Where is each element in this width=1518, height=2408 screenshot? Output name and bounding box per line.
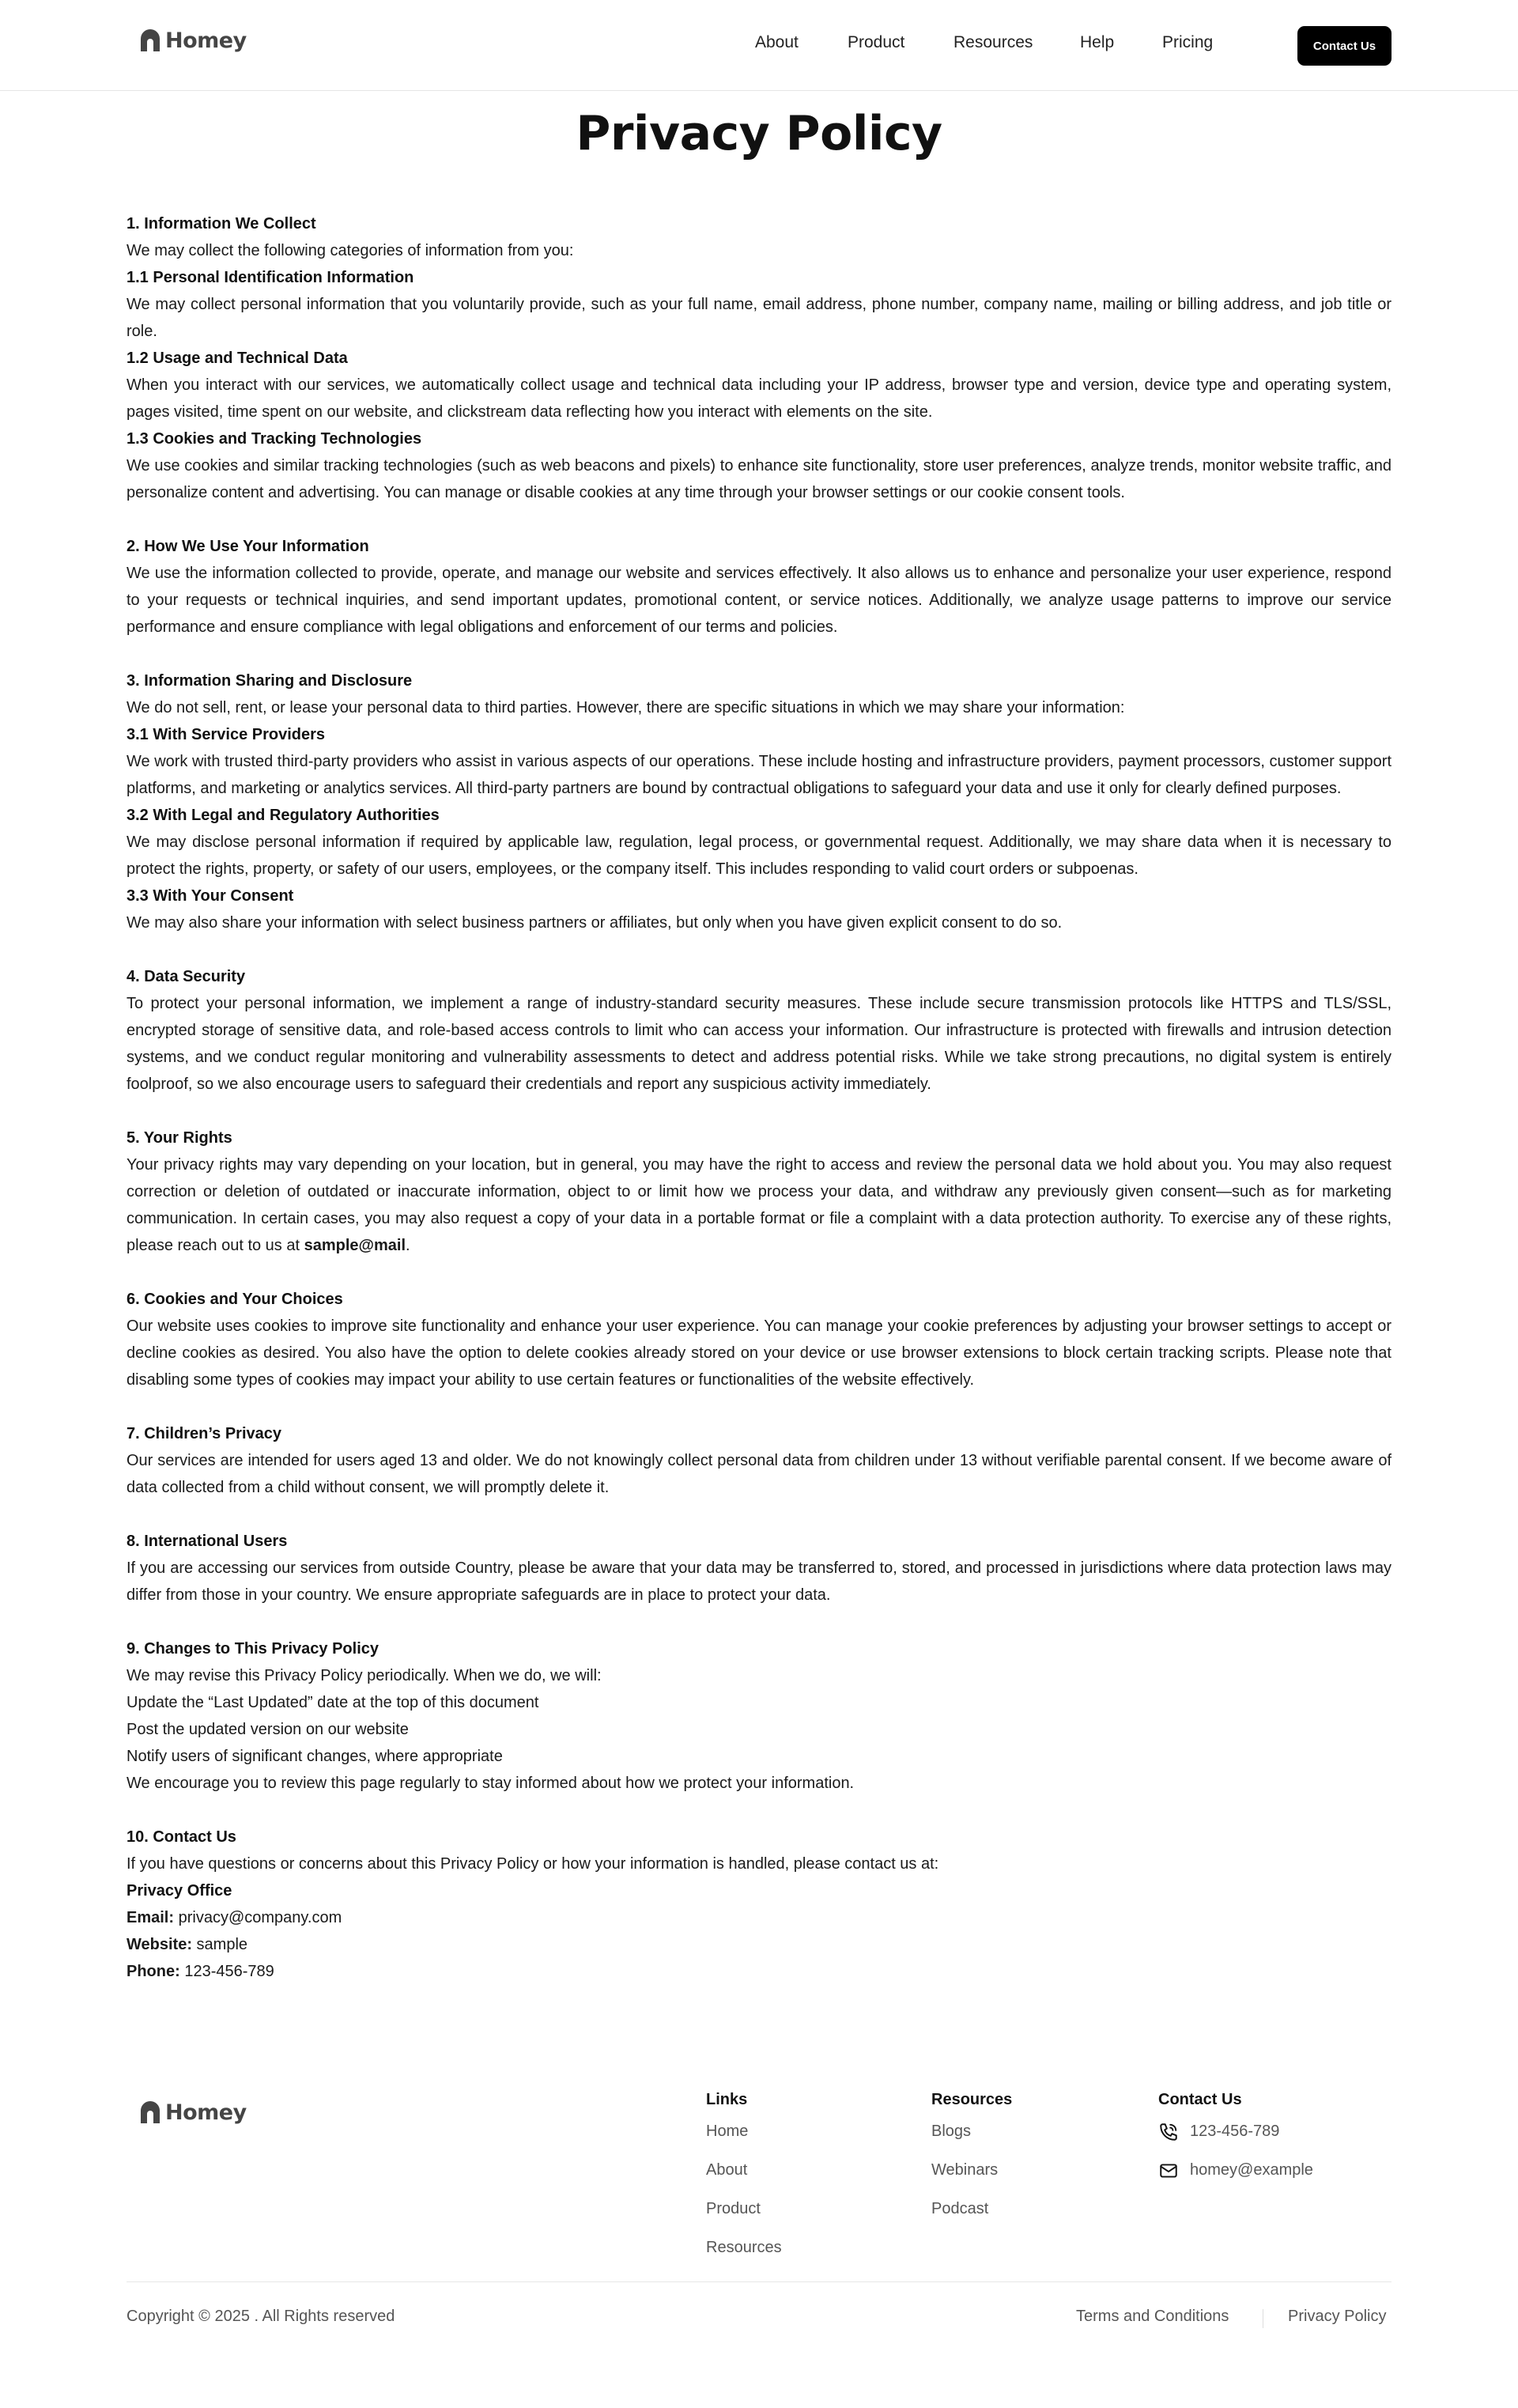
house-arch-icon	[139, 29, 161, 53]
footer-email[interactable]	[1158, 2151, 1313, 2190]
section-10-heading: 10. Contact Us	[126, 1828, 236, 1846]
nav-pricing[interactable]: Pricing	[1162, 33, 1214, 51]
section-1-1-heading: 1.1 Personal Identification Information	[126, 269, 414, 286]
contact-phone-line	[126, 1958, 1392, 1985]
section-8-text: If you are accessing our services from outside Country, please be aware that your data may be transferred to, stored, and processed in jurisdictions where data protection laws may differ from those in your country. We ensure appropriate safeguards are in place to protect your data.	[126, 1559, 1392, 1604]
section-1-2-text: When you interact with our services, we automatically collect usage and technical data including your IP address, browser type and version, device type and operating system, pages visited, time spent on our website, and clickstream data reflecting how you interact with elements on the site.	[126, 376, 1392, 421]
footer-links-title: Links	[706, 2091, 748, 2108]
footer-logo[interactable]	[139, 2100, 247, 2125]
section-2-text: We use the information collected to provide, operate, and manage our website and services effectively. It also allows us to enhance and personalize your user experience, respond to your requests or technical inquiries, and send important updates, promotional content, or service notices. Additionally, we analyze usage patterns to improve our service performance and ensure compliance with legal obligations and enforcement of our terms and policies.	[126, 565, 1392, 636]
footer-resources-title: Resources	[931, 2091, 1013, 2108]
section-1-3-text: We use cookies and similar tracking technologies (such as web beacons and pixels) to enhance site functionality, store user preferences, analyze trends, monitor website traffic, and personalize content and advertising. You can manage or disable cookies at any time through your browser settings or our cookie consent tools.	[126, 457, 1392, 501]
nav-about[interactable]: About	[755, 33, 799, 51]
footer-phone-value: 123-456-789	[1190, 2123, 1280, 2140]
house-arch-icon	[139, 2101, 161, 2125]
nav-product[interactable]: Product	[848, 33, 905, 51]
section-3-intro: We do not sell, rent, or lease your personal data to third parties. However, there are specific situations in which we may share your information:	[126, 699, 1125, 716]
footer-link-podcast[interactable]: Podcast	[931, 2200, 989, 2217]
section-6-text: Our website uses cookies to improve site functionality and enhance your user experience. You can manage your cookie preferences by adjusting your browser settings to accept or decline cookies as desired. You also have the option to delete cookies already stored on your device or use browser extensions to block certain tracking scripts. Please note that disabling some types of cookies may impact your ability to use certain features or functionalities of the website effectively.	[126, 1317, 1392, 1389]
footer-link-product[interactable]: Product	[706, 2200, 761, 2217]
contact-email-value[interactable]: privacy@company.com	[178, 1909, 342, 1926]
section-3-heading: 3. Information Sharing and Disclosure	[126, 672, 413, 690]
section-5-body: Your privacy rights may vary depending on your location, but in general, you may have the right to access and review the personal data we hold about you. You may also request correction or deletion of outdated or inaccurate information, object to or limit how we process your data, and withdraw any previously given consent—such as for marketing communication. In certain cases, you may also request a copy of your data in a portable format or file a complaint with a data protection authority. To exercise any of these rights, please reach out to us at	[126, 1156, 1392, 1254]
section-3-2-heading: 3.2 With Legal and Regulatory Authorities	[126, 807, 440, 824]
list-item: Update the “Last Updated” date at the top of this document	[126, 1694, 539, 1711]
section-5-text	[126, 1151, 1392, 1259]
section-5-end: .	[406, 1237, 410, 1254]
contact-phone-label: Phone:	[126, 1963, 180, 1980]
header-logo[interactable]	[139, 28, 247, 53]
footer-email-value: homey@example	[1190, 2161, 1313, 2179]
section-5-heading: 5. Your Rights	[126, 1129, 232, 1147]
contact-email-line	[126, 1904, 1392, 1931]
section-4-text: To protect your personal information, we implement a range of industry-standard security measures. These include secure transmission protocols like HTTPS and TLS/SSL, encrypted storage of sensitive data, and role-based access controls to limit who can access your information. Our infrastructure is protected with firewalls and intrusion detection systems, and we conduct regular monitoring and vulnerability assessments to detect and address potential risks. While we take strong precautions, no digital system is entirely foolproof, so we also encourage users to safeguard their credentials and report any suspicious activity immediately.	[126, 995, 1392, 1093]
section-1-intro: We may collect the following categories of information from you:	[126, 242, 574, 259]
footer-link-webinars[interactable]: Webinars	[931, 2161, 999, 2179]
list-item: Post the updated version on our website	[126, 1721, 409, 1738]
phone-icon	[1158, 2122, 1179, 2142]
site-header	[0, 0, 1518, 91]
nav-help[interactable]: Help	[1080, 33, 1115, 51]
section-9-heading: 9. Changes to This Privacy Policy	[126, 1640, 380, 1658]
section-4-heading: 4. Data Security	[126, 968, 246, 985]
footer-contact-title: Contact Us	[1158, 2091, 1242, 2108]
footer-link-home[interactable]: Home	[706, 2123, 749, 2140]
footer-resources-column	[931, 2087, 1012, 2228]
footer-divider	[126, 2281, 1392, 2282]
section-8-heading: 8. International Users	[126, 1533, 288, 1550]
section-3-3-heading: 3.3 With Your Consent	[126, 887, 294, 905]
section-7-heading: 7. Children’s Privacy	[126, 1425, 282, 1442]
contact-website-label: Website:	[126, 1936, 192, 1953]
rights-email-link[interactable]: sample@mail	[304, 1237, 406, 1254]
section-6-heading: 6. Cookies and Your Choices	[126, 1291, 343, 1308]
section-1-heading: 1. Information We Collect	[126, 215, 316, 232]
footer-links-column	[706, 2087, 782, 2267]
contact-website-value[interactable]: sample	[196, 1936, 248, 1953]
section-10-intro: If you have questions or concerns about this Privacy Policy or how your information is handled, please contact us at:	[126, 1855, 939, 1873]
section-3-1-heading: 3.1 With Service Providers	[126, 726, 326, 743]
brand-name: Homey	[165, 28, 247, 53]
list-item: Notify users of significant changes, where appropriate	[126, 1748, 503, 1765]
contact-website-line	[126, 1931, 1392, 1958]
section-1-2-heading: 1.2 Usage and Technical Data	[126, 350, 348, 367]
section-2-heading: 2. How We Use Your Information	[126, 538, 369, 555]
section-1-3-heading: 1.3 Cookies and Tracking Technologies	[126, 430, 422, 448]
footer-contact-column	[1158, 2087, 1313, 2190]
contact-phone-value[interactable]: 123-456-789	[184, 1963, 274, 1980]
section-1-1-text: We may collect personal information that you voluntarily provide, such as your full name, email address, phone number, company name, mailing or billing address, and job title or role.	[126, 296, 1392, 340]
privacy-policy-link[interactable]: Privacy Policy	[1288, 2308, 1387, 2325]
footer-link-resources[interactable]: Resources	[706, 2239, 782, 2256]
nav-resources[interactable]: Resources	[953, 33, 1033, 51]
mail-icon	[1158, 2160, 1179, 2181]
privacy-office-label: Privacy Office	[126, 1882, 232, 1900]
section-9-intro: We may revise this Privacy Policy periodically. When we do, we will:	[126, 1667, 602, 1684]
footer-link-blogs[interactable]: Blogs	[931, 2123, 972, 2140]
section-3-1-text: We work with trusted third-party providers who assist in various aspects of our operations. These include hosting and infrastructure providers, payment processors, customer support platforms, and marketing or analytics services. All third-party partners are bound by contractual obligations to safeguard your data and use it only for clearly defined purposes.	[126, 753, 1392, 797]
section-3-2-text: We may disclose personal information if required by applicable law, regulation, legal process, or governmental request. Additionally, we may share data when it is necessary to protect the rights, property, or safety of our users, employees, or the company itself. This includes responding to valid court orders or subpoenas.	[126, 834, 1392, 878]
section-3-3-text: We may also share your information with select business partners or affiliates, but only when you have given explicit consent to do so.	[126, 914, 1063, 932]
footer-link-about[interactable]: About	[706, 2161, 748, 2179]
policy-content	[126, 210, 1392, 1985]
section-7-text: Our services are intended for users aged 13 and older. We do not knowingly collect personal data from children under 13 without verifiable parental consent. If we become aware of data collected from a child without consent, we will promptly delete it.	[126, 1452, 1392, 1496]
page-title: Privacy Policy	[576, 106, 942, 161]
footer-phone[interactable]	[1158, 2112, 1313, 2151]
terms-link[interactable]: Terms and Conditions	[1076, 2308, 1229, 2325]
contact-email-label: Email:	[126, 1909, 175, 1926]
section-9-outro: We encourage you to review this page regularly to stay informed about how we protect your information.	[126, 1775, 855, 1792]
copyright: Copyright © 2025 . All Rights reserved	[126, 2308, 395, 2325]
contact-us-button[interactable]: Contact Us	[1297, 26, 1392, 66]
footer-brand-name: Homey	[165, 2100, 247, 2125]
